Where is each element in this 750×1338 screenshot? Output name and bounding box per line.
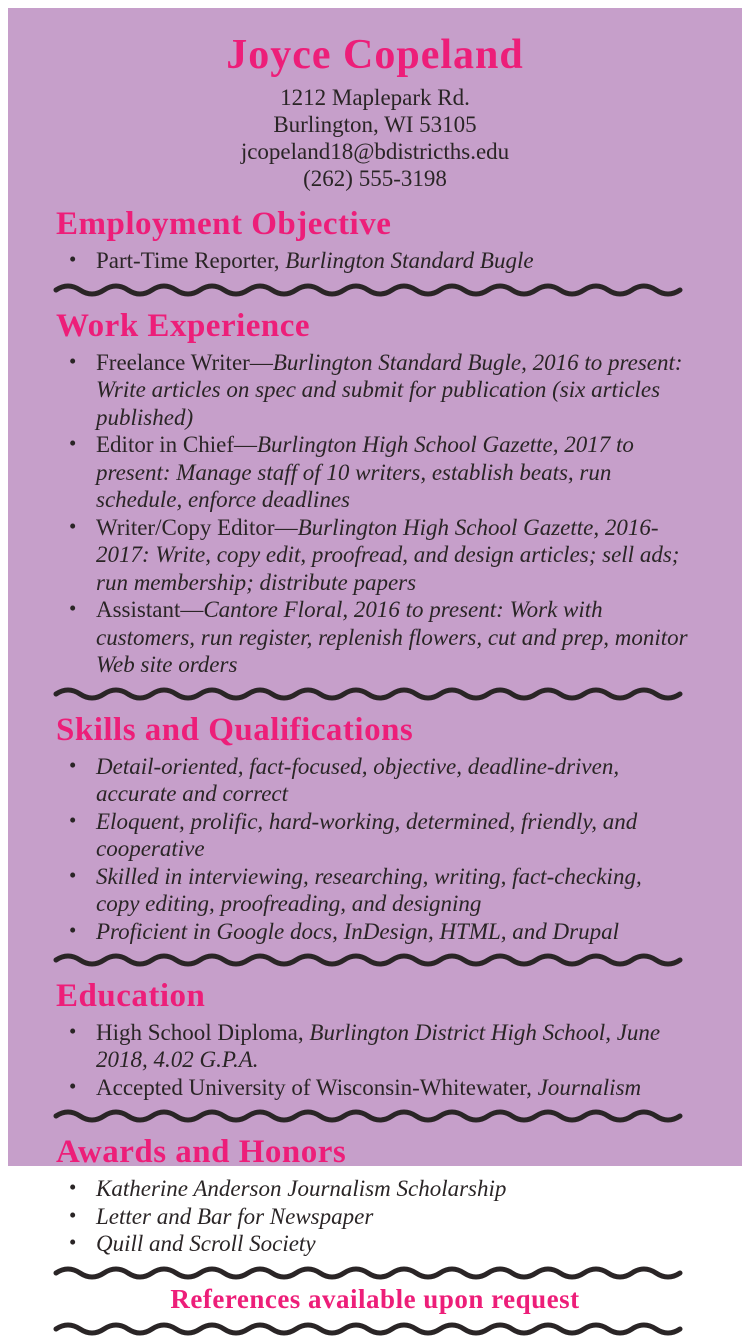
wavy-line-path (56, 286, 680, 294)
text-segment: Burlington High School Gazette, 2017 to present: Manage staff of 10 writers, establish beats, run schedule, enforce deadlines (96, 432, 634, 513)
wavy-divider (56, 1320, 742, 1338)
bullet-icon: • (69, 1175, 77, 1200)
wavy-divider (56, 281, 742, 299)
list-item (68, 753, 690, 808)
email-text: jcopeland18@bdistricths.edu (240, 139, 510, 165)
phone-text: (262) 555-3198 (303, 166, 447, 192)
wavy-divider (56, 951, 742, 969)
section-title: Work Experience (56, 307, 311, 344)
text-segment: Letter and Bar for Newspaper (96, 1203, 374, 1229)
bullet-icon: • (69, 1230, 77, 1255)
text-segment: Assistant— (96, 597, 204, 623)
resume-section (8, 978, 742, 1101)
bullet-icon: • (69, 348, 77, 373)
bullet-icon: • (69, 596, 77, 621)
wavy-divider (56, 1107, 742, 1125)
section-title: Awards and Honors (56, 1134, 347, 1171)
section-title: Employment Objective (56, 206, 392, 243)
bullet-list (8, 1175, 742, 1258)
bullet-icon: • (69, 917, 77, 942)
bullet-icon: • (69, 1073, 77, 1098)
resume-section (8, 308, 742, 679)
list-item (68, 808, 690, 863)
list-item (68, 349, 690, 432)
text-segment: Part-Time Reporter, (96, 248, 286, 274)
bullet-icon: • (69, 247, 77, 272)
bullet-list (8, 349, 742, 679)
list-item (68, 596, 690, 679)
bullet-icon: • (69, 431, 77, 456)
address-street: 1212 Maplepark Rd. (280, 85, 470, 111)
address-block (8, 84, 742, 192)
wavy-divider (56, 685, 742, 703)
text-segment: Writer/Copy Editor— (96, 514, 298, 540)
wavy-line-path (56, 690, 680, 698)
wavy-line-path (56, 1325, 680, 1333)
text-segment: Freelance Writer— (96, 349, 273, 375)
bullet-icon: • (69, 752, 77, 777)
text-segment: Burlington Standard Bugle, 2016 to present: Write articles on spec and submit for publication (six articles published) (96, 349, 683, 430)
text-segment: Accepted University of Wisconsin-Whitewater, (96, 1074, 538, 1100)
text-segment: Journalism (537, 1074, 642, 1100)
list-item (68, 247, 690, 275)
bullet-list (8, 1019, 742, 1102)
address-city: Burlington, WI 53105 (273, 112, 477, 138)
text-segment: Editor in Chief— (96, 432, 257, 458)
resume-section (8, 1134, 742, 1257)
bullet-icon: • (69, 1018, 77, 1043)
resume-section (8, 206, 742, 274)
text-segment: Eloquent, prolific, hard-working, determined, friendly, and cooperative (96, 808, 638, 861)
list-item (68, 863, 690, 918)
wavy-line-path (56, 1269, 680, 1277)
bullet-list (8, 753, 742, 946)
sections (8, 206, 742, 1282)
text-segment: Burlington High School Gazette, 2016-2017: Write, copy edit, proofread, and design articles; sell ads; run membership; distribute papers (96, 514, 680, 595)
resume-section (8, 712, 742, 945)
wavy-divider (56, 1264, 742, 1282)
bullet-list (8, 247, 742, 275)
text-segment: High School Diploma, (96, 1019, 310, 1045)
text-segment: Quill and Scroll Society (96, 1231, 316, 1257)
list-item (68, 1203, 690, 1231)
list-item (68, 918, 690, 946)
resume-page (8, 8, 742, 1314)
list-item (68, 1175, 690, 1203)
list-item (68, 431, 690, 514)
bullet-icon: • (69, 1202, 77, 1227)
section-title: Education (56, 978, 206, 1014)
text-segment: Burlington Standard Bugle (285, 248, 534, 274)
section-title: Skills and Qualifications (56, 711, 414, 748)
text-segment: Proficient in Google docs, InDesign, HTML, and Drupal (96, 918, 620, 944)
bullet-icon: • (69, 513, 77, 538)
text-segment: Detail-oriented, fact-focused, objective, deadline-driven, accurate and correct (96, 753, 620, 806)
list-item (68, 1019, 690, 1074)
list-item (68, 1074, 690, 1102)
text-segment: Burlington District High School, June 2018, 4.02 G.P.A. (96, 1019, 661, 1073)
bullet-icon: • (69, 862, 77, 887)
text-segment: Katherine Anderson Journalism Scholarship (96, 1176, 507, 1202)
bullet-icon: • (69, 807, 77, 832)
resume-header (8, 8, 742, 192)
wavy-line-path (56, 956, 680, 964)
person-name: Joyce Copeland (226, 32, 524, 78)
list-item (68, 1230, 690, 1258)
text-segment: Cantore Floral, 2016 to present: Work with customers, run register, replenish flowers, cut and prep, monitor Web site orders (96, 597, 688, 678)
references-note: References available upon request (170, 1283, 580, 1314)
list-item (68, 514, 690, 597)
text-segment: Skilled in interviewing, researching, writing, fact-checking, copy editing, proofreading, and designing (96, 863, 642, 916)
wavy-line-path (56, 1112, 680, 1120)
